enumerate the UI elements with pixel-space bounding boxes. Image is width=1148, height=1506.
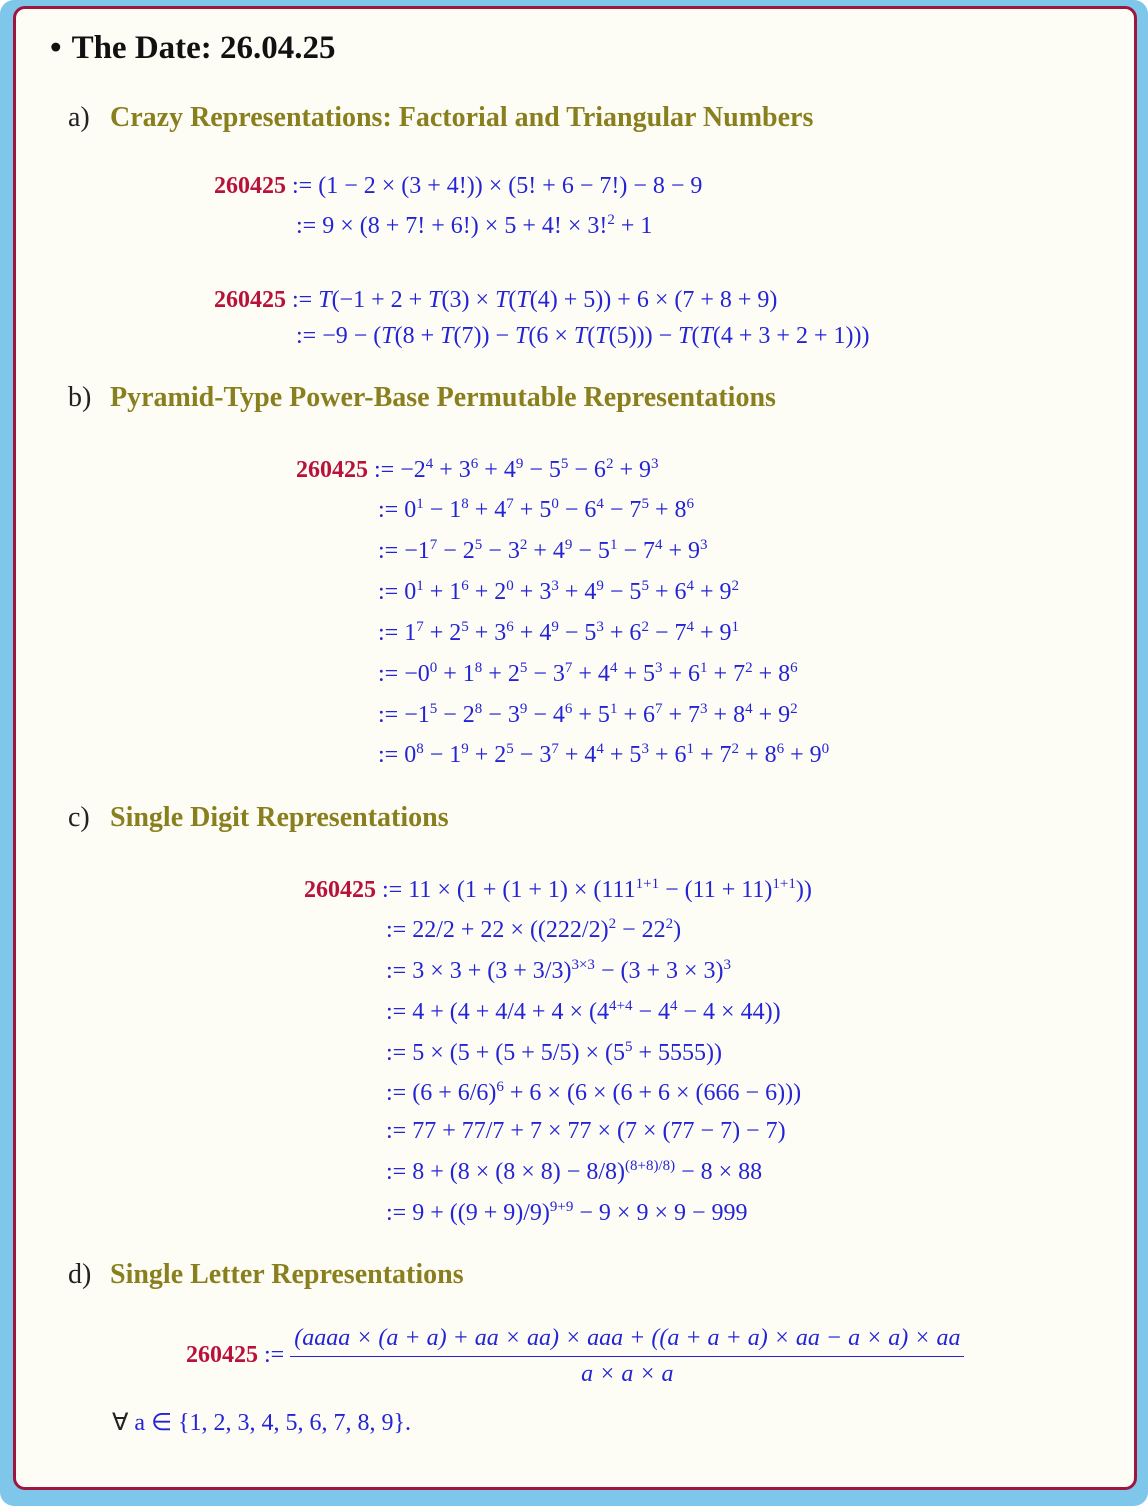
equation-c9: := $9 + ((9 + 9)/9)^{9+9} - 9 \times 9 \times 9 - 999$: [386, 1199, 748, 1226]
forall-text: a ∈ {1, 2, 3, 4, 5, 6, 7, 8, 9}.: [134, 1410, 412, 1436]
section-c-title: Single Digit Representations: [110, 802, 449, 833]
section-b-label: b): [68, 382, 92, 413]
equation-a3: 260425 := T(−1 + 2 + T(3) × T(T(4) + 5)) + 6 × (7 + 8 + 9): [214, 287, 778, 313]
equation-a1: 260425 := (1 − 2 × (3 + 4!)) × (5! + 6 − 7!) − 8 − 9: [214, 173, 703, 199]
equation-c5: := $5 \times (5 + (5 + 5/5) \times (5^5 + 5555))$: [386, 1039, 723, 1066]
number-label: 260425: [186, 1342, 258, 1369]
equation-b5: := $1^7 + 2^5 + 3^6 + 4^9 - 5^3 + 6^2 - 7^4 + 9^1$: [378, 619, 740, 646]
number-label: 260425: [296, 457, 368, 483]
section-b-title: Pyramid-Type Power-Base Permutable Representations: [110, 382, 776, 413]
equation-b7: := $-1^5 - 2^8 - 3^9 - 4^6 + 5^1 + 6^7 + 7^3 + 8^4 + 9^2$: [378, 701, 798, 728]
equation-b3: := $-1^7 - 2^5 - 3^2 + 4^9 - 5^1 - 7^4 + 9^3$: [378, 537, 708, 564]
equation-b8: := $0^8 - 1^9 + 2^5 - 3^7 + 4^4 + 5^3 + 6^1 + 7^2 + 8^6 + 9^0$: [378, 741, 830, 768]
equation-b4: := $0^1 + 1^6 + 2^0 + 3^3 + 4^9 - 5^5 + 6^4 + 9^2$: [378, 578, 740, 605]
section-c-heading: [68, 802, 449, 834]
equation-a2: := 9 × (8 + 7! + 6!) × 5 + 4! × 3!$^2$ + 1: [296, 212, 653, 239]
equation-c4: := $4 + (4 + 4/4 + 4 \times (4^{4+4} - 4^4 - 4 \times 44))$: [386, 998, 781, 1025]
number-label: 260425: [214, 173, 286, 199]
section-c-label: c): [68, 802, 90, 833]
equation-c7: := 77 + 77/7 + 7 × 77 × (7 × (77 − 7) − 7): [386, 1118, 786, 1144]
equation-b6: := $-0^0 + 1^8 + 2^5 - 3^7 + 4^4 + 5^3 + 6^1 + 7^2 + 8^6$: [378, 660, 798, 687]
forall-condition: [112, 1408, 411, 1437]
fraction-numerator: (aaaa × (a + a) + aa × aa) × aaa + ((a + a + a) × aa − a × a) × aa: [290, 1325, 964, 1357]
section-a-label: a): [68, 102, 90, 133]
equation-c1: 260425 := $11 \times (1 + (1 + 1) \times (111^{1+1} - (11 + 11)^{1+1}))$: [304, 876, 812, 903]
number-label: 260425: [214, 287, 286, 313]
equation-b2: := $0^1 - 1^8 + 4^7 + 5^0 - 6^4 - 7^5 + 8^6$: [378, 496, 694, 523]
equation-b1: 260425 := $-2^4 + 3^6 + 4^9 - 5^5 - 6^2 + 9^3$: [296, 456, 659, 483]
equation-c3: := $3 \times 3 + (3 + 3/3)^{3\times 3} - (3 + 3 \times 3)^3$: [386, 957, 732, 984]
fraction-denominator: a × a × a: [581, 1361, 674, 1387]
section-a-title: Crazy Representations: Factorial and Triangular Numbers: [110, 102, 814, 133]
section-d-heading: [68, 1259, 464, 1291]
equation-c2: := $22/2 + 22 \times ((222/2)^2 - 22^2)$: [386, 916, 682, 943]
page-title: [50, 30, 336, 67]
number-label: 260425: [304, 877, 376, 903]
section-a-heading: [68, 102, 813, 134]
forall-symbol: ∀: [112, 1410, 129, 1436]
equation-c6: := $(6 + 6/6)^6 + 6 \times (6 \times (6 + 6 \times (666 - 6)))$: [386, 1079, 802, 1106]
section-b-heading: [68, 382, 776, 414]
bullet-icon: •: [50, 30, 62, 66]
fraction: [290, 1325, 964, 1388]
equation-d1: 260425 := (aaaa × (a + a) + aa × aa) × aaa + ((a + a + a) × aa − a × a) × aa a × a × a: [186, 1325, 964, 1388]
equation-a4: := −9 − (T(8 + T(7)) − T(6 × T(T(5))) − T(T(4 + 3 + 2 + 1))): [296, 323, 870, 349]
section-d-title: Single Letter Representations: [110, 1259, 464, 1290]
section-d-label: d): [68, 1259, 92, 1290]
equation-c8: := $8 + (8 \times (8 \times 8) - 8/8)^{(8+8)/8)} - 8 \times 88$: [386, 1158, 763, 1185]
title-text: The Date: 26.04.25: [71, 30, 336, 66]
